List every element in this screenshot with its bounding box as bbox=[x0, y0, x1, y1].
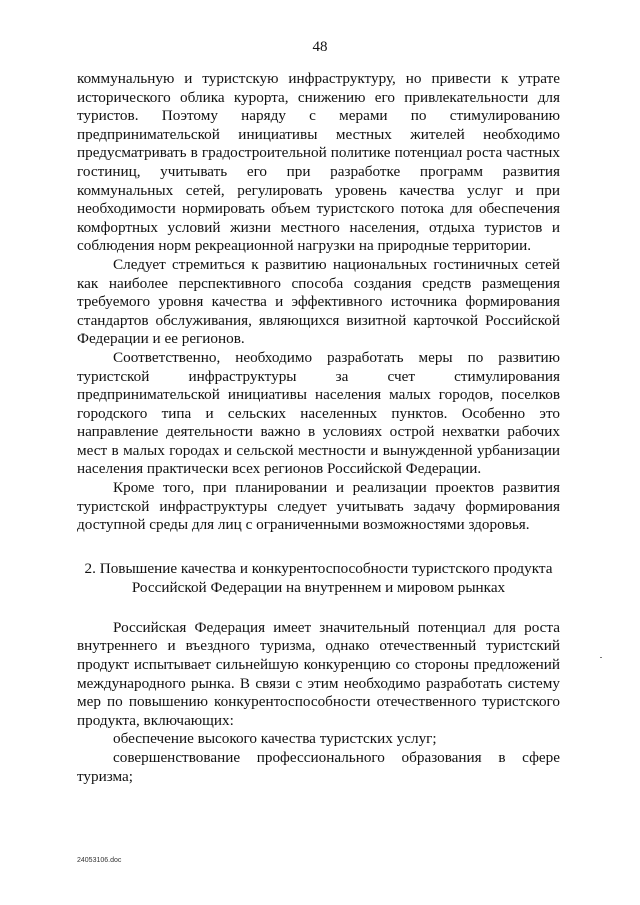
section-heading-line: Российской Федерации на внутреннем и мировом рынках bbox=[131, 578, 506, 596]
section-heading bbox=[77, 559, 560, 597]
footer-filename: 24053106.doc bbox=[77, 857, 122, 864]
page-number: 48 bbox=[312, 39, 328, 55]
margin-mark bbox=[600, 657, 602, 658]
paragraph: Следует стремиться к развитию национальных гостиничных сетей как наиболее перспективного способа создания средств размещения требуемого уровня качества и эффективного источника формирования стандартов обслуживания, являющихся визитной карточкой Российской Федерации и ее регионов. bbox=[77, 255, 560, 348]
paragraph: Кроме того, при планировании и реализации проектов развития туристской инфраструктуры следует учитывать задачу формирования доступной среды для лиц с ограниченными возможностями здоровья. bbox=[77, 479, 560, 534]
section-heading-line: 2. Повышение качества и конкурентоспособности туристского продукта bbox=[84, 559, 553, 577]
paragraph-continued: коммунальную и туристскую инфраструктуру, но привести к утрате исторического облика курорта, снижению его привлекательности для туристов. Поэтому наряду с мерами по стимулированию предпринимательской инициативы местных жителей необходимо предусматривать в градостроительной политике потенциал роста частных гостиниц, учитывать его при разработке программ развития коммунальных сетей, регулировать уровень качества услуг и при необходимости нормировать объем туристского потока для обеспечения комфортных условий жизни местного населения, отдыха туристов и соблюдения норм рекреационной нагрузки на природные территории. bbox=[77, 70, 560, 255]
paragraph: Соответственно, необходимо разработать меры по развитию туристской инфраструктуры за счет стимулирования предпринимательской инициативы населения малых городов, поселков городского типа и сельских населенных пунктов. Особенно это направление деятельности важно в условиях острой нехватки рабочих мест в малых городах и сельской местности и вынужденной урбанизации населения практически всех регионов Российской Федерации. bbox=[77, 348, 560, 478]
paragraph: Российская Федерация имеет значительный потенциал для роста внутреннего и въездного туризма, однако отечественный туристский продукт испытывает сильнейшую конкуренцию со стороны предложений международного рынка. В связи с этим необходимо разработать систему мер по повышению конкурентоспособности отечественного туристского продукта, включающих: bbox=[77, 618, 560, 729]
list-item: совершенствование профессионального образования в сфере туризма; bbox=[77, 749, 560, 785]
list-item: обеспечение высокого качества туристских услуг; bbox=[113, 730, 437, 748]
document-body bbox=[77, 70, 560, 786]
